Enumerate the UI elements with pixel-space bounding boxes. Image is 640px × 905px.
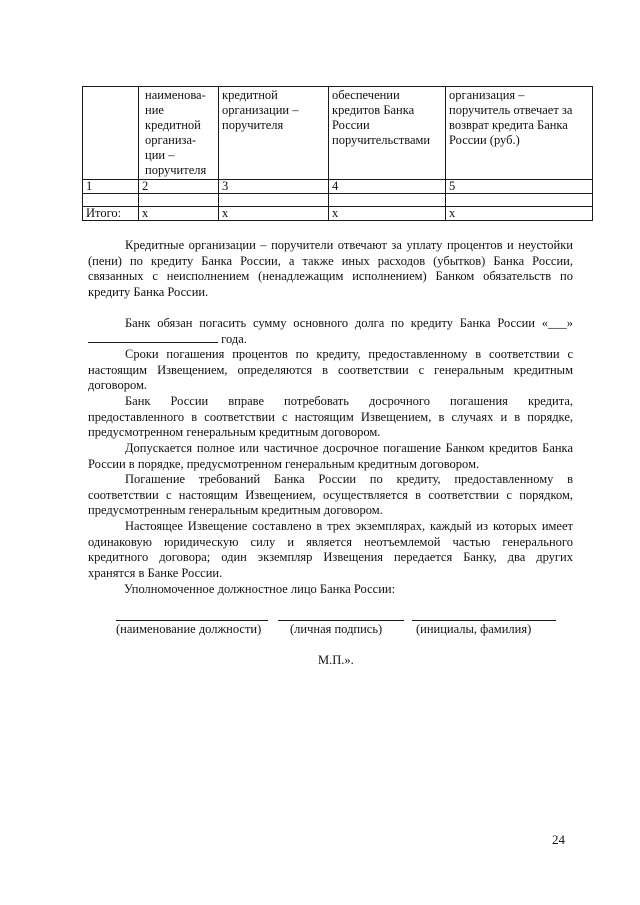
position-line xyxy=(116,620,268,621)
table-empty-row xyxy=(83,194,593,207)
total-cell: x xyxy=(139,207,219,221)
total-cell: x xyxy=(219,207,329,221)
stamp-place: М.П.». xyxy=(318,653,354,667)
signature-line xyxy=(278,620,404,621)
paragraph-interest-terms: Сроки погашения процентов по кредиту, предоставленному в соответствии с настоящим Извещением, определяются в соответствии с генеральным кредитным договором. xyxy=(88,347,573,392)
table-total-row xyxy=(83,207,593,221)
total-cell: x xyxy=(446,207,593,221)
number-cell: 1 xyxy=(83,180,139,194)
caption-name: (инициалы, фамилия) xyxy=(416,622,532,636)
number-cell: 5 xyxy=(446,180,593,194)
paragraph-repayment-date: Банк обязан погасить сумму основного долга по кредиту Банка России «___» года. xyxy=(88,316,573,347)
paragraph-copies: Настоящее Извещение составлено в трех экземплярах, каждый из которых имеет одинаковую юридическую силу и является неотъемлемой частью генерального кредитного договора; один экземпляр Извещения передается Банку, два других хранятся в Банке России. xyxy=(88,519,573,580)
table-header-row xyxy=(83,87,593,180)
table-number-row xyxy=(83,180,593,194)
total-cell: x xyxy=(329,207,446,221)
total-label: Итого: xyxy=(83,207,139,221)
header-cell-2: наименова- ние кредитной организа- ции – поручителя xyxy=(139,87,219,180)
caption-position: (наименование должности) xyxy=(116,622,262,636)
paragraph-early-repayment: Допускается полное или частичное досрочное погашение Банком кредитов Банка России в порядке, предусмотренном генеральным кредитным договором. xyxy=(88,441,573,471)
paragraph-early-demand: Банк России вправе потребовать досрочного погашения кредита, предоставленного в соответствии с настоящим Извещением, в случаях и в порядке, предусмотренном генеральным кредитным договором. xyxy=(88,394,573,439)
guarantors-table xyxy=(82,86,593,221)
paragraph-claims-repayment: Погашение требований Банка России по кредиту, предоставленному в соответствии с настоящим Извещением, осуществляется в соответствии с порядком, предусмотренным генеральным кредитным договором. xyxy=(88,472,573,517)
number-cell: 2 xyxy=(139,180,219,194)
header-cell-4: обеспечении кредитов Банка России поручительствами xyxy=(329,87,446,180)
header-cell-1 xyxy=(83,87,139,180)
caption-signature: (личная подпись) xyxy=(290,622,383,636)
header-cell-5: организация – поручитель отвечает за возврат кредита Банка России (руб.) xyxy=(446,87,593,180)
header-cell-3: кредитной организации – поручителя xyxy=(219,87,329,180)
signature-lines xyxy=(116,606,556,622)
signature-heading: Уполномоченное должностное лицо Банка России: xyxy=(124,582,396,596)
number-cell: 3 xyxy=(219,180,329,194)
name-line xyxy=(412,620,556,621)
date-blank-line xyxy=(88,342,218,343)
page-number: 24 xyxy=(552,832,565,847)
number-cell: 4 xyxy=(329,180,446,194)
paragraph-guarantor-liability: Кредитные организации – поручители отвечают за уплату процентов и неустойки (пени) по кредиту Банка России, а также иных расходов (убытков) Банка России, связанных с неисполнением (ненадлежащим исполнением) Банком обязательств по кредиту Банка России. xyxy=(88,238,573,299)
